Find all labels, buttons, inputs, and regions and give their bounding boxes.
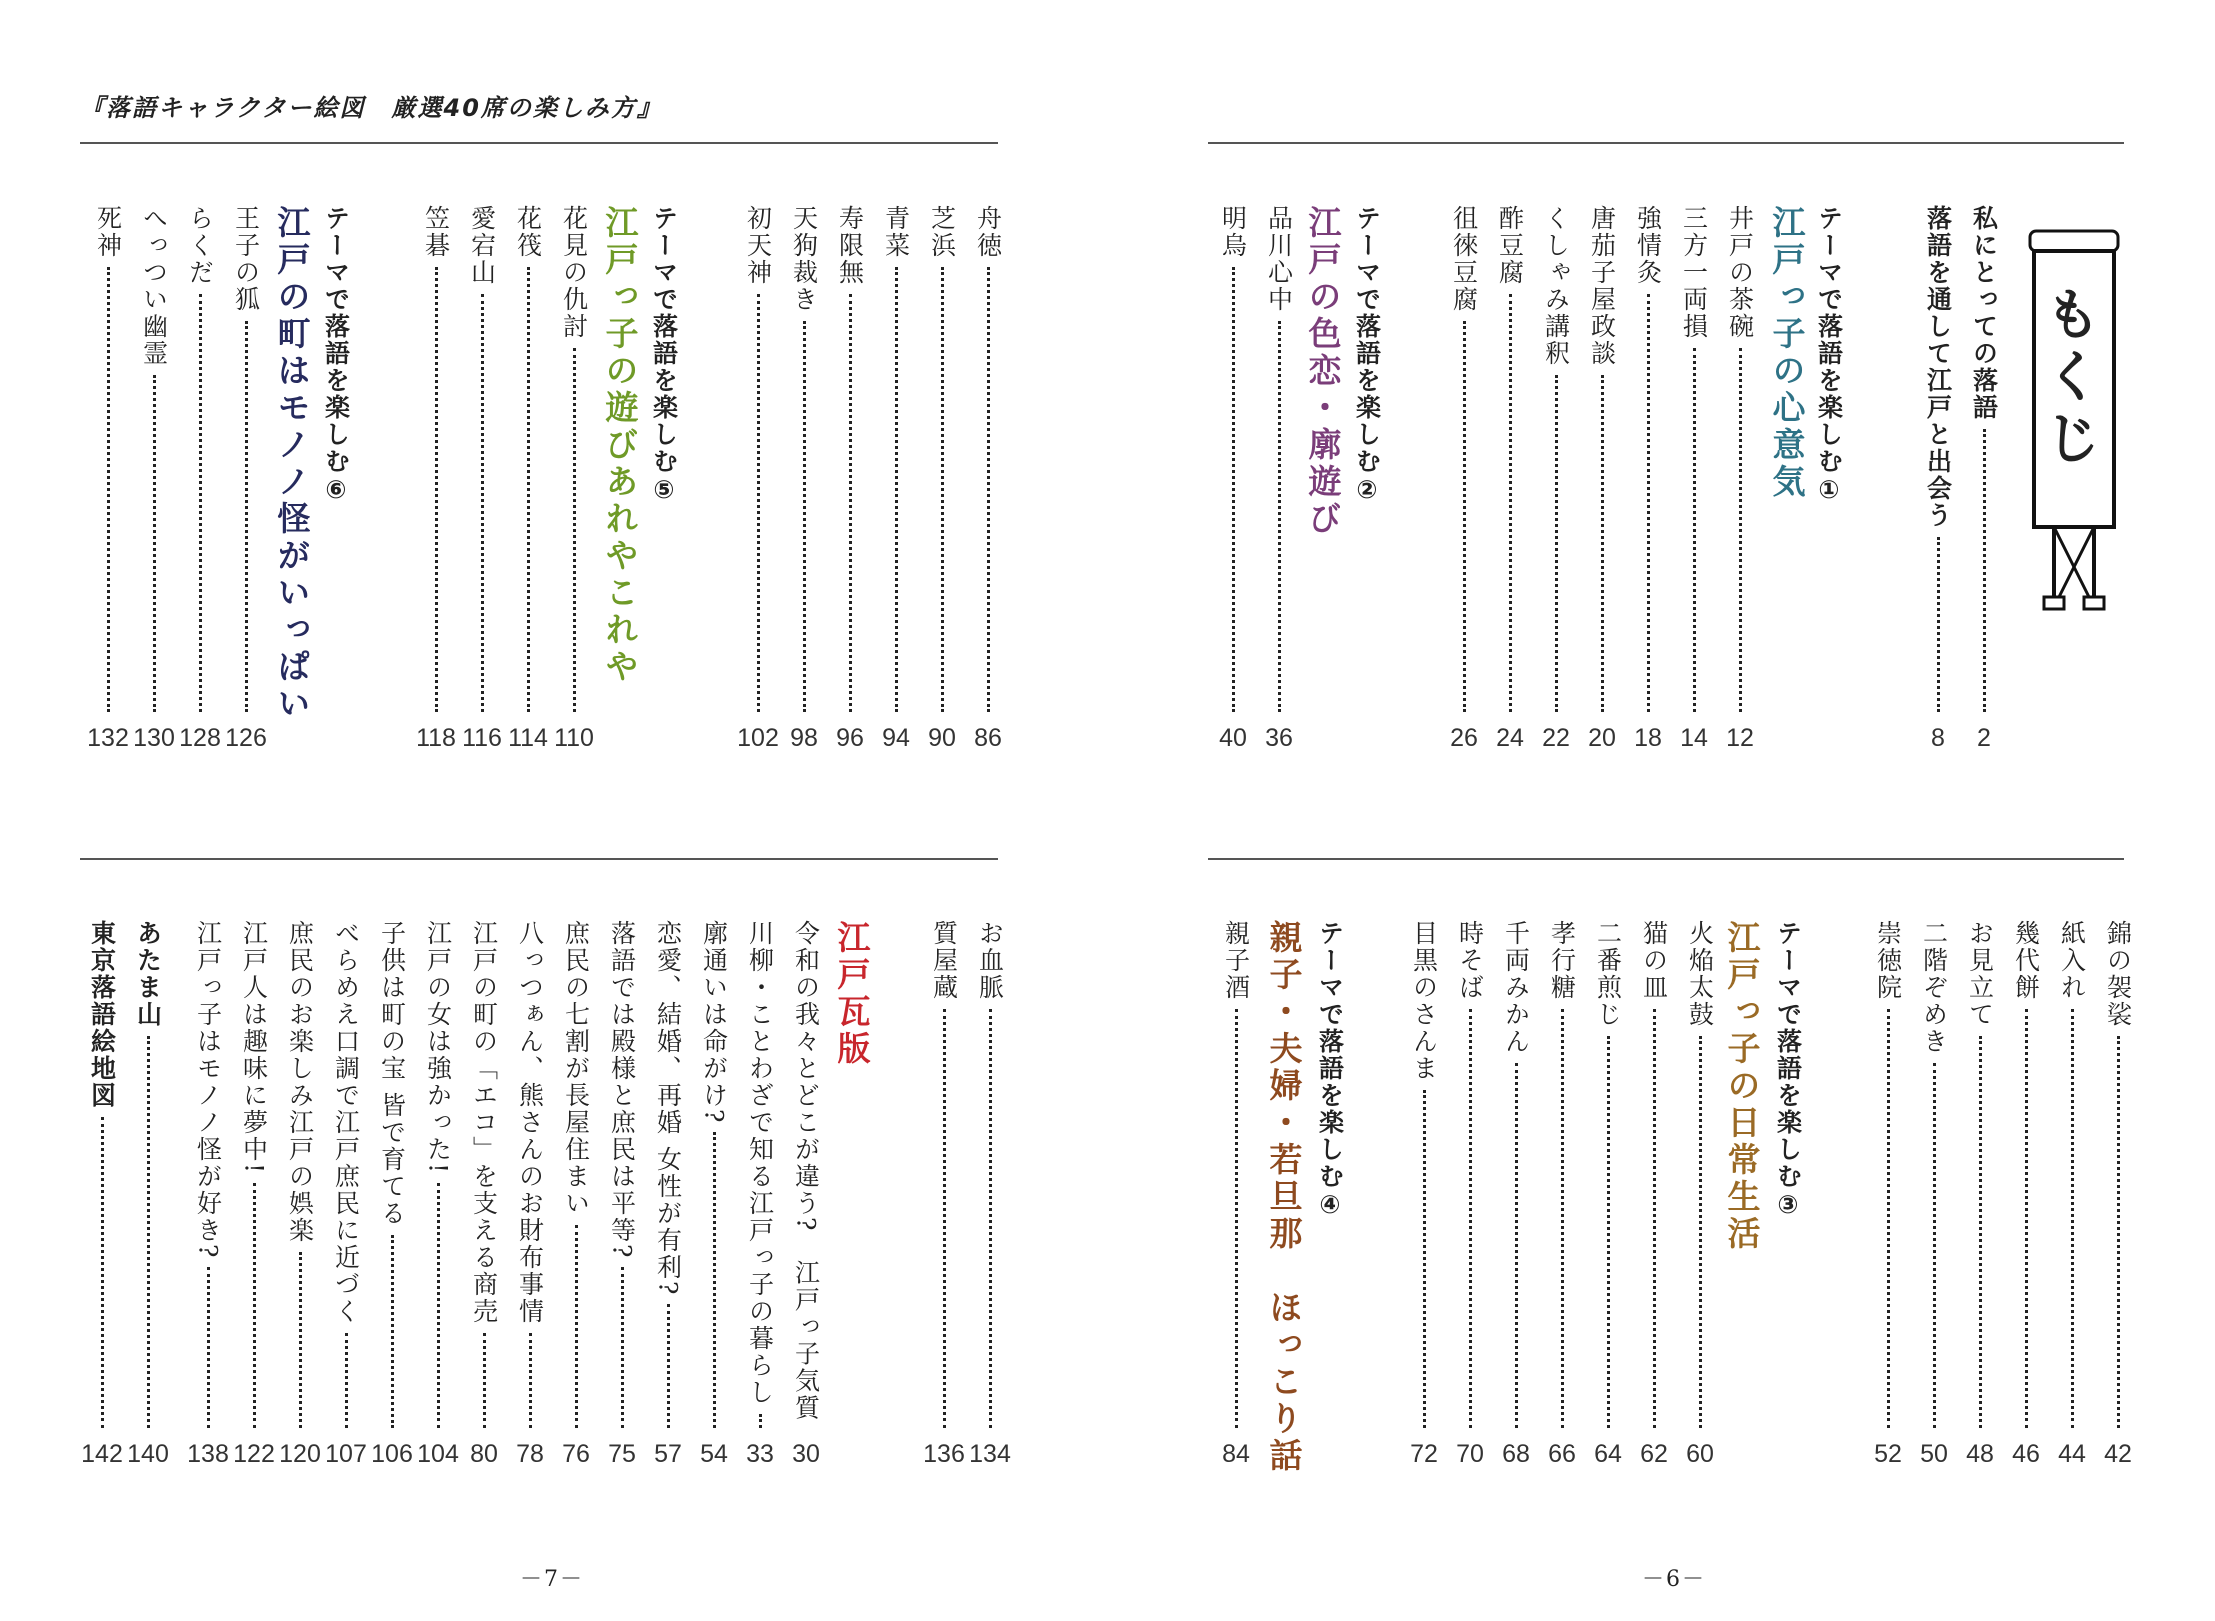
toc-entry[interactable]: [80, 920, 124, 1428]
toc-entry[interactable]: [874, 205, 918, 712]
toc-entry-title: 川柳・ことわざで知る江戸っ子の暮らし: [745, 920, 775, 1406]
toc-entry-title: 孝行糖: [1547, 920, 1577, 1001]
toc-page-number: 70: [1456, 1440, 1484, 1468]
toc-entry-title: 死神: [93, 205, 123, 259]
toc-page-number: 98: [790, 724, 818, 752]
leader-dots: [391, 1235, 394, 1428]
toc-entry-title: らくだ: [185, 205, 215, 286]
toc-entry[interactable]: [278, 920, 322, 1428]
leader-dots: [1235, 1009, 1238, 1428]
toc-page-number: 120: [279, 1440, 321, 1468]
leader-dots: [1509, 294, 1512, 712]
toc-entry-title: あたま山: [133, 920, 163, 1028]
toc-page-number: 107: [325, 1440, 367, 1468]
toc-page-number: 64: [1594, 1440, 1622, 1468]
leader-dots: [1739, 348, 1742, 712]
leader-dots: [1699, 1036, 1702, 1428]
toc-page-number: 26: [1450, 724, 1478, 752]
leader-dots: [437, 1183, 440, 1428]
toc-page-number: 126: [225, 724, 267, 752]
toc-entry-title: 花筏: [513, 205, 543, 259]
toc-entry-title: 私にとっての落語: [1969, 205, 1999, 421]
toc-entry[interactable]: [1672, 205, 1716, 712]
toc-entry-title: 江戸の女は強かった!: [423, 920, 453, 1176]
toc-entry[interactable]: [782, 205, 826, 712]
toc-page-number: 132: [87, 724, 129, 752]
toc-entry-title: 寿限無: [835, 205, 865, 286]
leader-dots: [1937, 537, 1940, 712]
toc-page-number: 140: [127, 1440, 169, 1468]
toc-section-heading: [1765, 205, 1809, 501]
toc-entry-title: くしゃみ講釈: [1541, 205, 1571, 367]
leader-dots: [107, 267, 110, 712]
toc-page-number: 104: [417, 1440, 459, 1468]
toc-entry[interactable]: [460, 205, 504, 712]
leader-dots: [1232, 267, 1235, 712]
toc-entry-title: 令和の我々とどこが違う? 江戸っ子気質: [791, 920, 821, 1422]
section-title: 江戸っ子の日常生活: [1722, 920, 1762, 1253]
toc-entry[interactable]: [968, 920, 1012, 1428]
toc-entry-title: 品川心中: [1264, 205, 1294, 313]
toc-entry-title: 井戸の茶碗: [1725, 205, 1755, 340]
section-title: テーマで落語を楽しむ④: [1315, 920, 1345, 1221]
section-title: テーマで落語を楽しむ⑥: [321, 205, 351, 506]
toc-section-heading: [642, 205, 686, 506]
toc-entry[interactable]: [324, 920, 368, 1428]
toc-entry[interactable]: [600, 920, 644, 1428]
toc-page-number: 36: [1265, 724, 1293, 752]
toc-page-number: 80: [470, 1440, 498, 1468]
toc-entry-title: 初天神: [743, 205, 773, 286]
leader-dots: [943, 1009, 946, 1428]
toc-page-number: 75: [608, 1440, 636, 1468]
toc-page-number: 60: [1686, 1440, 1714, 1468]
toc-section-heading: [1308, 920, 1352, 1221]
leader-dots: [1887, 1009, 1890, 1428]
toc-page-number: 72: [1410, 1440, 1438, 1468]
leader-dots: [1653, 1009, 1656, 1428]
toc-page-number: 68: [1502, 1440, 1530, 1468]
toc-page-number: 136: [923, 1440, 965, 1468]
toc-entry-title: 二番煎じ: [1593, 920, 1623, 1028]
toc-entry[interactable]: [2050, 920, 2094, 1428]
toc-entry[interactable]: [414, 205, 458, 712]
leader-dots: [757, 294, 760, 712]
toc-entry-title: 落語を通して江戸と出会う: [1923, 205, 1953, 529]
leader-dots: [527, 267, 530, 712]
toc-section-heading: [1766, 920, 1810, 1221]
toc-entry-title: 火焔太鼓: [1685, 920, 1715, 1028]
toc-page-number: 116: [462, 724, 502, 752]
leader-dots: [299, 1252, 302, 1428]
toc-entry-title: べらめえ口調で江戸庶民に近づく: [331, 920, 361, 1325]
toc-entry-title: 廓通いは命がけ?: [699, 920, 729, 1125]
leader-dots: [1561, 1009, 1564, 1428]
toc-entry[interactable]: [462, 920, 506, 1428]
toc-entry[interactable]: [1214, 920, 1258, 1428]
toc-entry-title: 三方一両損: [1679, 205, 1709, 340]
toc-page-number: 52: [1874, 1440, 1902, 1468]
toc-entry-title: 目黒のさんま: [1409, 920, 1439, 1082]
section-title: 江戸瓦版: [832, 920, 872, 1068]
toc-page-number: 106: [371, 1440, 413, 1468]
toc-page-number: 76: [562, 1440, 590, 1468]
leader-dots: [199, 294, 202, 712]
toc-entry-title: 時そば: [1455, 920, 1485, 1001]
toc-entry[interactable]: [1534, 205, 1578, 712]
leader-dots: [713, 1132, 716, 1428]
toc-entry[interactable]: [828, 205, 872, 712]
leader-dots: [2117, 1036, 2120, 1428]
toc-entry-title: お血脈: [975, 920, 1005, 1001]
leader-dots: [1607, 1036, 1610, 1428]
toc-entry-title: 江戸の町の「エコ」を支える商売: [469, 920, 499, 1325]
leader-dots: [989, 1009, 992, 1428]
toc-entry-title: 青菜: [881, 205, 911, 259]
toc-section-heading: [1345, 205, 1389, 506]
toc-entry[interactable]: [2004, 920, 2048, 1428]
leader-dots: [253, 1183, 256, 1428]
leader-dots: [245, 321, 248, 712]
leader-dots: [481, 294, 484, 712]
toc-page-number: 48: [1966, 1440, 1994, 1468]
toc-entry[interactable]: [1632, 920, 1676, 1428]
toc-entry[interactable]: [1678, 920, 1722, 1428]
toc-entry[interactable]: [1962, 205, 2006, 712]
toc-page-number: 50: [1920, 1440, 1948, 1468]
toc-page-number: 42: [2104, 1440, 2132, 1468]
leader-dots: [667, 1304, 670, 1428]
toc-entry-title: 二階ぞめき: [1919, 920, 1949, 1055]
mokuji-banner: [2022, 225, 2126, 615]
toc-page-number: 24: [1496, 724, 1524, 752]
toc-entry-title: 芝浜: [927, 205, 957, 259]
toc-entry[interactable]: [552, 205, 596, 712]
toc-page-number: 22: [1542, 724, 1570, 752]
leader-dots: [529, 1333, 532, 1428]
leader-dots: [1515, 1063, 1518, 1428]
section-title: テーマで落語を楽しむ②: [1352, 205, 1382, 506]
toc-entry-title: 崇徳院: [1873, 920, 1903, 1001]
toc-entry[interactable]: [86, 205, 130, 712]
toc-entry-title: 酢豆腐: [1495, 205, 1525, 286]
section-title: 江戸の町はモノノ怪がいっぱい: [272, 205, 312, 723]
toc-section-heading: [1262, 920, 1306, 1475]
toc-page-number: 86: [974, 724, 1002, 752]
toc-entry[interactable]: [1488, 205, 1532, 712]
toc-entry[interactable]: [1866, 920, 1910, 1428]
toc-page-number: 54: [700, 1440, 728, 1468]
toc-entry[interactable]: [178, 205, 222, 712]
leader-dots: [621, 1267, 624, 1428]
toc-section-heading: [1720, 920, 1764, 1253]
toc-entry-title: 落語では殿様と庶民は平等?: [607, 920, 637, 1260]
toc-entry-title: 強情灸: [1633, 205, 1663, 286]
section-title: テーマで落語を楽しむ③: [1773, 920, 1803, 1221]
page-number-right: －6－: [1642, 1567, 1706, 1592]
toc-entry[interactable]: [736, 205, 780, 712]
toc-page-number: 90: [928, 724, 956, 752]
toc-entry[interactable]: [1718, 205, 1762, 712]
leader-dots: [895, 267, 898, 712]
leader-dots: [573, 348, 576, 712]
toc-page-number: 114: [508, 724, 548, 752]
toc-entry[interactable]: [692, 920, 736, 1428]
toc-entry[interactable]: [1211, 205, 1255, 712]
leader-dots: [1423, 1090, 1426, 1428]
leader-dots: [147, 1036, 150, 1428]
toc-entry[interactable]: [416, 920, 460, 1428]
toc-page-number: 118: [416, 724, 456, 752]
toc-entry-title: 錦の袈裟: [2103, 920, 2133, 1028]
toc-page-number: 94: [882, 724, 910, 752]
toc-entry[interactable]: [1912, 920, 1956, 1428]
toc-entry-title: お見立て: [1965, 920, 1995, 1028]
toc-page-number: 128: [179, 724, 221, 752]
toc-entry-title: 王子の狐: [231, 205, 261, 313]
toc-entry[interactable]: [2096, 920, 2140, 1428]
leader-dots: [483, 1333, 486, 1428]
toc-page-number: 14: [1680, 724, 1708, 752]
toc-page-number: 18: [1634, 724, 1662, 752]
toc-entry-title: 庶民の七割が長屋住まい: [561, 920, 591, 1217]
page-number-left: －7－: [520, 1567, 584, 1592]
toc-entry-title: 千両みかん: [1501, 920, 1531, 1055]
toc-entry-title: 江戸人は趣味に夢中!: [239, 920, 269, 1176]
toc-section-heading: [598, 205, 642, 686]
toc-entry-title: 猫の皿: [1639, 920, 1669, 1001]
book-title-header: 『落語キャラクター絵図 厳選40席の楽しみ方』: [80, 94, 663, 122]
toc-section-heading: [314, 205, 358, 506]
toc-page-number: 30: [792, 1440, 820, 1468]
toc-entry[interactable]: [1402, 920, 1446, 1428]
toc-entry[interactable]: [1540, 920, 1584, 1428]
toc-entry[interactable]: [784, 920, 828, 1428]
bottom-left-rule: [80, 858, 998, 860]
toc-page-number: 96: [836, 724, 864, 752]
toc-entry[interactable]: [920, 205, 964, 712]
leader-dots: [987, 267, 990, 712]
toc-entry[interactable]: [738, 920, 782, 1428]
toc-entry-title: 親子酒: [1221, 920, 1251, 1001]
toc-page-number: 46: [2012, 1440, 2040, 1468]
toc-page-number: 142: [81, 1440, 123, 1468]
toc-entry-title: 明烏: [1218, 205, 1248, 259]
toc-page-number: 102: [737, 724, 779, 752]
toc-entry[interactable]: [224, 205, 268, 712]
leader-dots: [2071, 1009, 2074, 1428]
toc-page-number: 2: [1977, 724, 1991, 752]
toc-entry[interactable]: [1958, 920, 2002, 1428]
toc-page-number: 130: [133, 724, 175, 752]
toc-section-heading: [830, 920, 874, 1068]
toc-entry[interactable]: [1586, 920, 1630, 1428]
toc-entry[interactable]: [922, 920, 966, 1428]
toc-entry[interactable]: [1494, 920, 1538, 1428]
toc-page-number: 57: [654, 1440, 682, 1468]
leader-dots: [1469, 1009, 1472, 1428]
toc-page-number: 62: [1640, 1440, 1668, 1468]
toc-entry[interactable]: [1257, 205, 1301, 712]
toc-entry-title: 徂徠豆腐: [1449, 205, 1479, 313]
leader-dots: [101, 1117, 104, 1428]
toc-page-number: 122: [233, 1440, 275, 1468]
toc-page-number: 66: [1548, 1440, 1576, 1468]
leader-dots: [803, 321, 806, 712]
leader-dots: [1601, 375, 1604, 712]
leader-dots: [1983, 429, 1986, 712]
leader-dots: [759, 1414, 762, 1428]
toc-page-number: 138: [187, 1440, 229, 1468]
section-title: 江戸っ子の遊びあれやこれや: [600, 205, 640, 686]
toc-entry-title: 子供は町の宝 皆で育てる: [377, 920, 407, 1227]
toc-entry-title: 江戸っ子はモノノ怪が好き?: [193, 920, 223, 1260]
toc-entry[interactable]: [126, 920, 170, 1428]
top-left-rule: [80, 142, 998, 144]
toc-section-heading: [1807, 205, 1851, 506]
toc-page-number: 110: [554, 724, 594, 752]
toc-entry[interactable]: [186, 920, 230, 1428]
leader-dots: [1278, 321, 1281, 712]
toc-entry-title: 八っつぁん、熊さんのお財布事情: [515, 920, 545, 1325]
toc-section-heading: [270, 205, 314, 723]
leader-dots: [1933, 1063, 1936, 1428]
leader-dots: [1647, 294, 1650, 712]
section-title: 親子・夫婦・若旦那 ほっこり話: [1264, 920, 1304, 1475]
toc-entry[interactable]: [132, 205, 176, 712]
leader-dots: [207, 1267, 210, 1428]
toc-entry-title: へっつい幽霊: [139, 205, 169, 367]
toc-page-number: 33: [746, 1440, 774, 1468]
section-title: 江戸っ子の心意気: [1767, 205, 1807, 501]
toc-page-number: 12: [1726, 724, 1754, 752]
toc-entry[interactable]: [1916, 205, 1960, 712]
toc-entry[interactable]: [1626, 205, 1670, 712]
toc-page-number: 44: [2058, 1440, 2086, 1468]
toc-page-number: 134: [969, 1440, 1011, 1468]
toc-entry[interactable]: [646, 920, 690, 1428]
toc-entry[interactable]: [1442, 205, 1486, 712]
leader-dots: [435, 267, 438, 712]
leader-dots: [345, 1333, 348, 1428]
section-title: テーマで落語を楽しむ①: [1814, 205, 1844, 506]
toc-entry-title: 庶民のお楽しみ江戸の娯楽: [285, 920, 315, 1244]
leader-dots: [575, 1225, 578, 1428]
toc-page-number: 8: [1931, 724, 1945, 752]
toc-entry-title: 質屋蔵: [929, 920, 959, 1001]
toc-entry-title: 幾代餅: [2011, 920, 2041, 1001]
toc-page-number: 20: [1588, 724, 1616, 752]
top-right-rule: [1208, 142, 2124, 144]
toc-entry[interactable]: [966, 205, 1010, 712]
toc-entry-title: 花見の仇討: [559, 205, 589, 340]
toc-page-number: 78: [516, 1440, 544, 1468]
leader-dots: [153, 375, 156, 712]
leader-dots: [1693, 348, 1696, 712]
section-title: テーマで落語を楽しむ⑤: [649, 205, 679, 506]
leader-dots: [1979, 1036, 1982, 1428]
toc-entry-title: 恋愛、結婚、再婚 女性が有利?: [653, 920, 683, 1297]
toc-page-number: 40: [1219, 724, 1247, 752]
toc-entry-title: 唐茄子屋政談: [1587, 205, 1617, 367]
leader-dots: [1463, 321, 1466, 712]
leader-dots: [2025, 1009, 2028, 1428]
toc-entry[interactable]: [370, 920, 414, 1428]
toc-entry-title: 東京落語絵地図: [87, 920, 117, 1109]
bottom-right-rule: [1208, 858, 2124, 860]
toc-page-number: 84: [1222, 1440, 1250, 1468]
toc-entry-title: 舟徳: [973, 205, 1003, 259]
toc-entry[interactable]: [232, 920, 276, 1428]
leader-dots: [849, 294, 852, 712]
banner-title: もくじ: [2036, 285, 2101, 471]
toc-entry[interactable]: [1580, 205, 1624, 712]
toc-entry[interactable]: [508, 920, 552, 1428]
toc-section-heading: [1301, 205, 1345, 538]
toc-entry[interactable]: [1448, 920, 1492, 1428]
toc-entry-title: 天狗裁き: [789, 205, 819, 313]
section-title: 江戸の色恋・廓遊び: [1303, 205, 1343, 538]
leader-dots: [941, 267, 944, 712]
toc-entry[interactable]: [554, 920, 598, 1428]
toc-entry-title: 愛宕山: [467, 205, 497, 286]
leader-dots: [1555, 375, 1558, 712]
toc-entry[interactable]: [506, 205, 550, 712]
toc-entry-title: 笠碁: [421, 205, 451, 259]
toc-entry-title: 紙入れ: [2057, 920, 2087, 1001]
